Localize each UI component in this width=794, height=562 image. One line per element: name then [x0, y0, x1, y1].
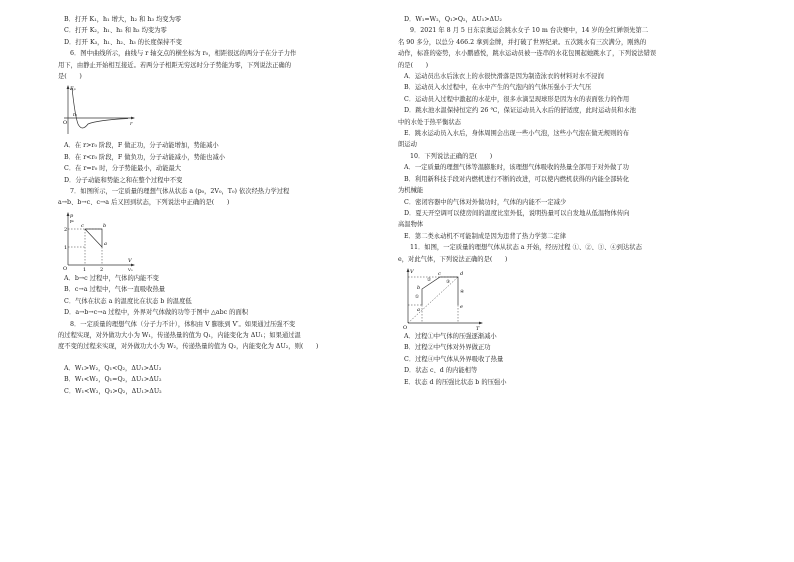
q6-potential-energy-graph [58, 82, 138, 140]
q9-option-d: D．跳水池水温保持恒定约 26 ℃，保证运动员入水后的舒适度，此时运动员和水池 [404, 107, 636, 115]
q8-option-c: C．W₁<W₂，Q₁>Q₂，ΔU₁>ΔU₂ [64, 387, 162, 395]
q6-y-label: Eₚ [70, 86, 76, 93]
q6-stem-line: 6．图中曲线所示，曲线与 r 轴交点的横坐标为 r₀，相距很远的两分子在分子力作 [70, 50, 297, 58]
q6-option-c: C．在 r=r₀ 时，分子势能最小，动能最大 [64, 165, 182, 173]
q7-point-a: a [104, 240, 107, 247]
q10-stem: 10．下列说法正确的是( ) [410, 152, 493, 160]
q7-y-label: p [70, 212, 74, 219]
q6-option-a: A．在 r>r₀ 阶段，F 做正功，分子动能增加，势能减小 [64, 142, 219, 150]
q7-x-unit: V₀ [128, 266, 133, 272]
q10-option-d-cont: 高温物体 [398, 221, 424, 229]
q7-point-c: c [81, 222, 84, 229]
q11-point-a: a [417, 306, 420, 313]
q11-stem-line: 11．如图，一定质量的理想气体从状态 a 开始，经历过程 ①、②、③、④到达状态 [410, 244, 642, 252]
q8-stem-line: 的过程实现，对外做功大小为 W₁，传递热量的值为 Q₁，内能变化为 ΔU₁；如果通过温 [58, 331, 301, 339]
q11-point-b: b [417, 284, 421, 291]
q7-x-tick: 2 [100, 266, 104, 273]
q5-option-b: B．打开 K₁，h₁ 增大，h₂ 和 h₃ 均变为零 [64, 16, 182, 23]
q7-option-b: B．c→a 过程中，气体一直吸收热量 [64, 286, 166, 294]
q9-option-e: E．跳水运动员入水后，身体周围会出现一些小气泡，这些小气泡在做无规则的布 [404, 130, 629, 138]
q11-step-3: ③ [446, 279, 451, 285]
q6-origin: O [63, 120, 68, 127]
q7-y-unit: p₀ [70, 217, 75, 223]
q7-option-a: A．b→c 过程中，气体的内能不变 [64, 274, 159, 282]
q7-stem-line: 7．如图所示，一定质量的理想气体从状态 a (p₀，2V₀，T₀) 依次经热力学过程 [70, 188, 290, 196]
q10-option-b-cont: 为机械能 [398, 187, 424, 195]
q7-pv-graph [58, 209, 138, 273]
q11-stem-line: e，对此气体，下列说法正确的是( ) [398, 255, 508, 263]
q11-step-1: ① [415, 294, 420, 300]
q6-r0-label: r₀ [73, 113, 77, 119]
q10-option-e: E．第二类永动机不可能制成是因为违背了热力学第二定律 [404, 232, 567, 240]
q6-option-b: B．在 r<r₀ 阶段，F 做负功，分子动能减小，势能也减小 [64, 153, 226, 161]
q8-option-a: A．W₁>W₂，Q₁<Q₂，ΔU₁>ΔU₂ [64, 364, 162, 372]
right-column [398, 14, 728, 388]
q9-stem-line: 的是( ) [398, 61, 429, 69]
q9-stem-line: 9．2021 年 8 月 5 日东京奥运会跳水女子 10 m 台决赛中，14 岁的全红婵领先第二 [410, 27, 649, 35]
q11-option-d: D．状态 c、d 的内能相等 [404, 367, 478, 375]
q7-stem-line: a→b、b→c、c→a 后又回到状态，下列说法中正确的是( ) [58, 199, 230, 207]
q7-option-c: C．气体在状态 a 的温度比在状态 b 的温度低 [64, 297, 192, 305]
q6-stem-line: 用下，由静止开始相互接近。若两分子相距无穷远时分子势能为零，下列说法正确的 [58, 61, 291, 69]
q9-stem-line: 动作，标准的姿势，水小鹏感悦，跳水运动员被一连串的水花包围起她跳水了，下列说法错误 [398, 50, 657, 58]
q5-option-c: C．打开 K₂，h₁、h₂ 和 h₃ 均变为零 [64, 27, 167, 35]
q10-option-a: A．一定质量的理想气体等温膨胀时，该理想气体吸收的热量全部用于对外做了功 [404, 164, 629, 172]
q8-stem-line: 度不变的过程来实现，对外做功大小为 W₂，传递热量的值为 Q₂，内能变化为 ΔU₂，则( ) [58, 343, 319, 351]
q11-option-e: E．状态 d 的压强比状态 b 的压强小 [404, 378, 507, 386]
q6-option-d: D．分子动能和势能之和在整个过程中不变 [64, 176, 183, 184]
q8-stem-line: 8．一定质量的理想气体（分子力不计），体积由 V 膨胀到 V′。如果通过压强不变 [70, 320, 296, 328]
q7-point-b: b [103, 222, 107, 229]
q11-point-c: c [438, 270, 441, 277]
q9-option-e-cont: 朗运动 [398, 141, 417, 149]
q11-x-label: T [476, 325, 480, 331]
q5-option-d: D．打开 K₃，h₁、h₂、h₃ 的长度保持不变 [64, 38, 182, 46]
q11-step-2: ② [427, 277, 432, 283]
q11-origin: O [403, 324, 408, 331]
q7-x-tick: 1 [83, 266, 87, 273]
left-column [58, 14, 388, 397]
q7-origin: O [63, 265, 68, 272]
q10-option-b: B．利用新科技手段对内燃机进行不断的改进，可以使内燃机获得的内能全部转化 [404, 175, 630, 183]
q6-x-label: r [130, 121, 133, 128]
q7-y-tick: 1 [64, 244, 68, 251]
q6-stem-line: 是( ) [58, 73, 82, 81]
q11-point-e: e [460, 303, 463, 310]
q9-option-d-cont: 中的水处于热平衡状态 [398, 118, 461, 126]
q7-option-d: D．a→b→c→a 过程中，外界对气体做的功等于图中 △abc 的面积 [64, 309, 249, 317]
q9-option-c: C．运动员入过程中激起的水花中，很多水滴呈现球形是因为水的表面张力的作用 [404, 95, 630, 103]
q11-option-b: B．过程②中气体对外界做正功 [404, 344, 491, 352]
q10-option-d: D．夏天开空调可以使房间的温度比室外低，说明热量可以自发地从低温物体传向 [404, 209, 630, 217]
q8-option-d: D．W₁=W₂，Q₁>Q₂，ΔU₁>ΔU₂ [404, 16, 502, 23]
q11-step-4: ④ [460, 289, 465, 295]
q9-stem-line: 名 90 多分，以总分 466.2 拿到金牌，并打破了世界纪录。五次跳水有三次满分，刚熟的 [398, 38, 647, 46]
q9-option-a: A．运动员出水后泳衣上的水很快滑落是因为制造泳衣的材料对水不浸润 [404, 73, 604, 81]
q11-vt-graph [398, 265, 488, 331]
q9-option-b: B．运动员入水过程中，在水中产生的气泡内的气体压强小于大气压 [404, 84, 592, 92]
q10-option-c: C．密闭容器中的气体对外做功时，气体的内能不一定减少 [404, 198, 567, 206]
q11-y-label: V [410, 268, 414, 275]
q8-option-b: B．W₁<W₂，Q₁=Q₂，ΔU₁>ΔU₂ [64, 376, 162, 384]
q11-option-a: A．过程①中气体的压强逐渐减小 [404, 332, 497, 340]
q7-x-label: V [128, 257, 132, 264]
q11-point-d: d [460, 270, 464, 277]
q11-option-c: C．过程④中气体从外界吸收了热量 [404, 355, 504, 363]
q7-y-tick: 2 [64, 226, 68, 233]
